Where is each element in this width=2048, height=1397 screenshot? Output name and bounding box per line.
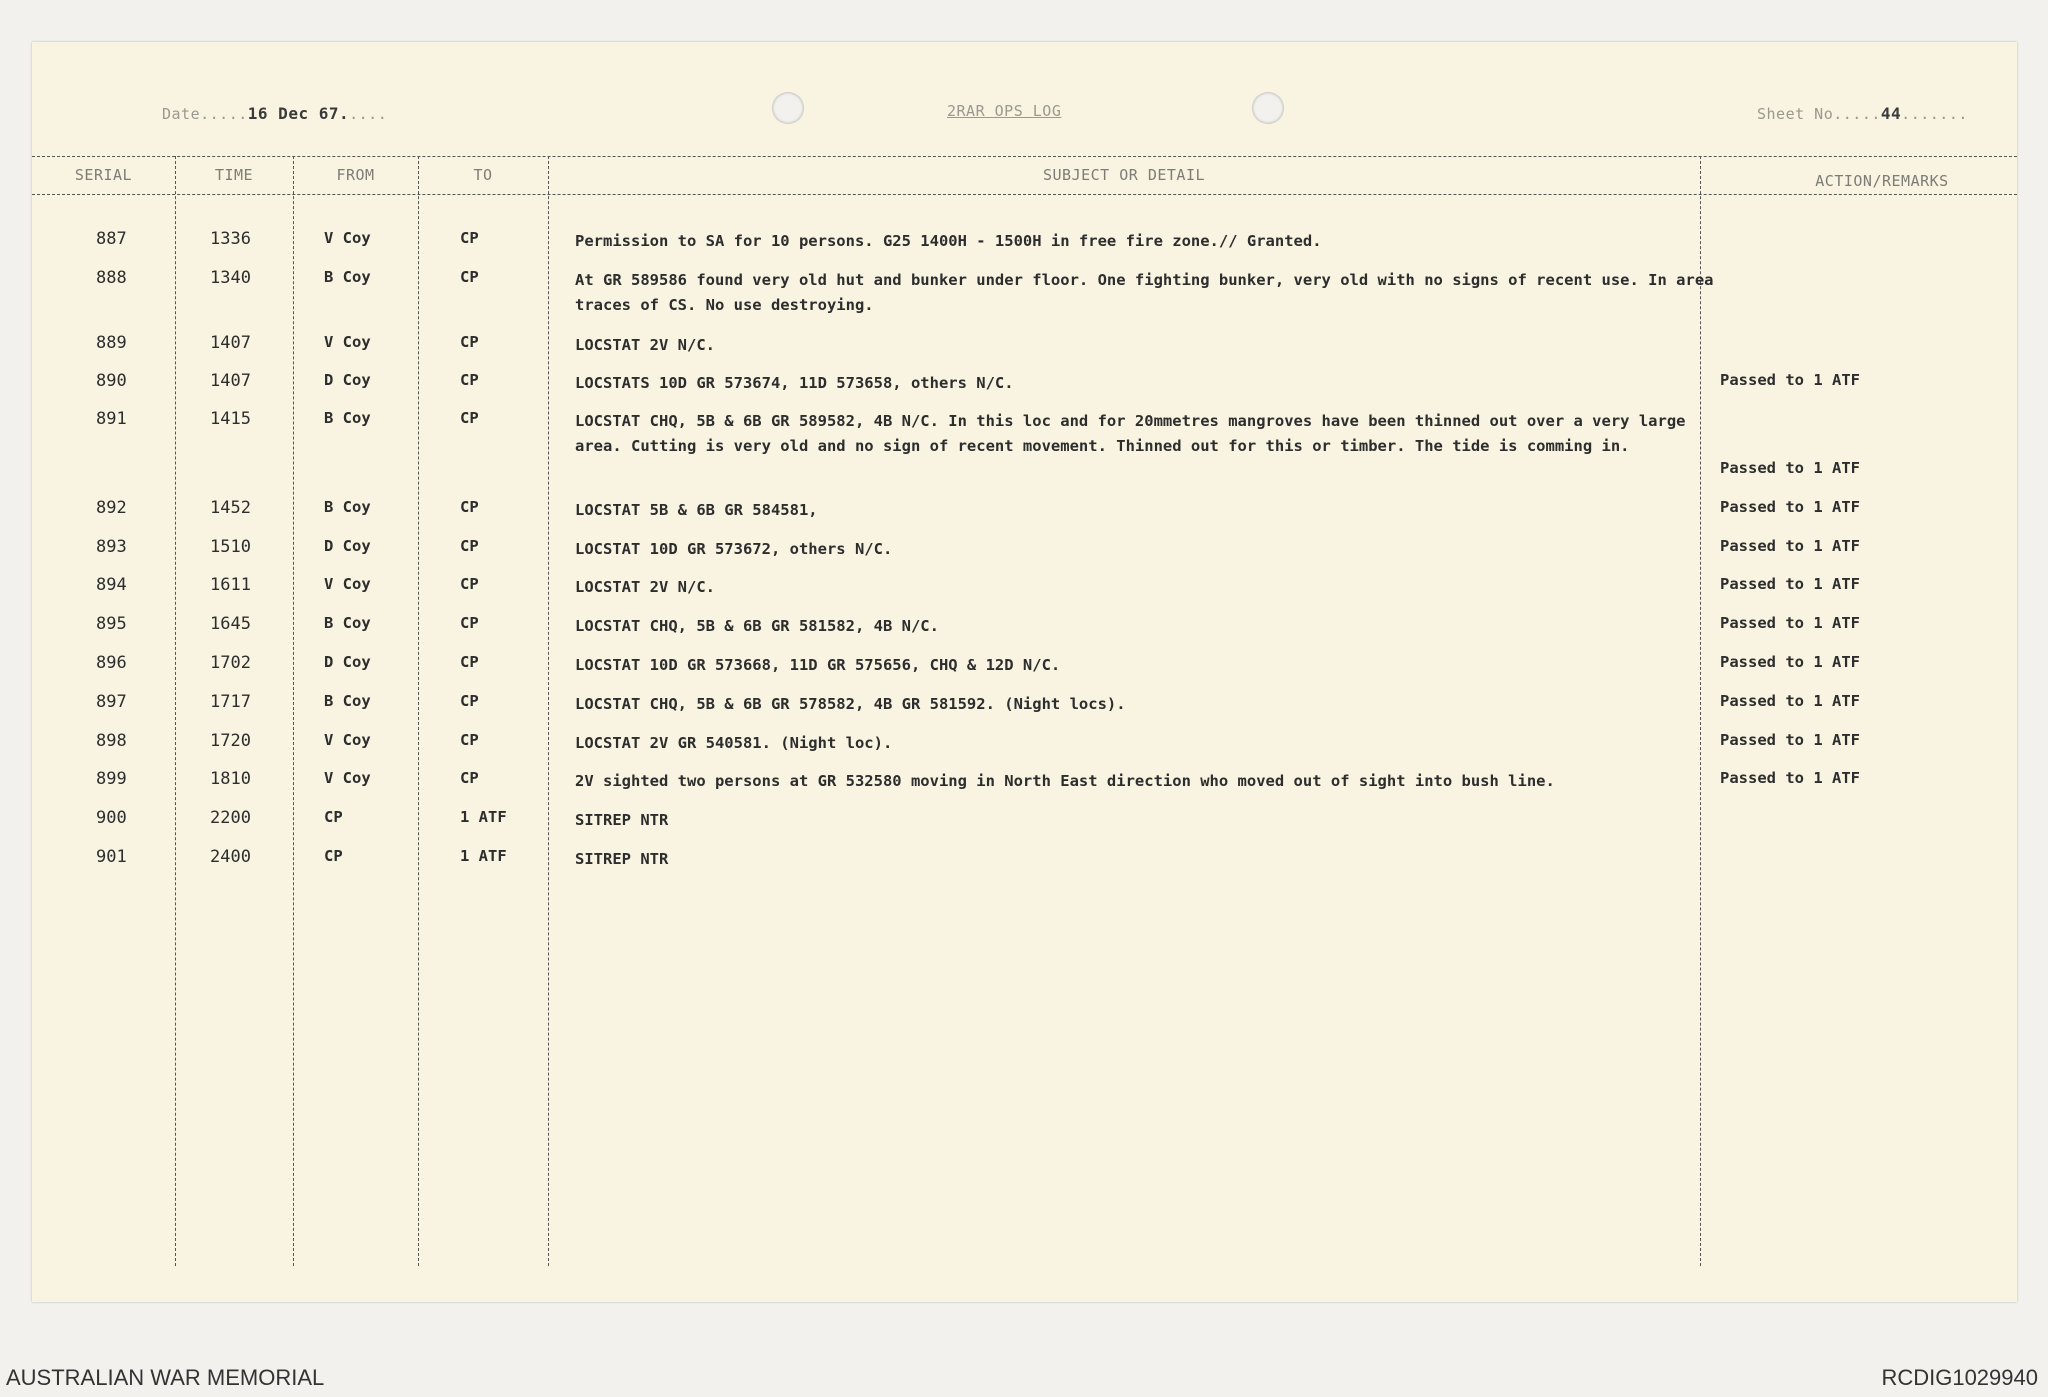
serial-cell: 892 (96, 498, 127, 518)
col-divider-3 (418, 156, 419, 1266)
from-cell: V Coy (324, 769, 371, 787)
to-cell: CP (460, 575, 479, 593)
serial-cell: 890 (96, 371, 127, 391)
col-header-to: TO (473, 166, 493, 184)
header-rule-top (32, 156, 2017, 157)
serial-cell: 893 (96, 537, 127, 557)
from-cell: CP (324, 808, 343, 826)
col-header-time: TIME (214, 166, 254, 184)
serial-cell: 901 (96, 847, 127, 867)
detail-cell: LOCSTAT 2V GR 540581. (Night loc). (575, 734, 893, 752)
to-cell: CP (460, 268, 479, 286)
serial-cell: 888 (96, 268, 127, 288)
serial-cell: 889 (96, 333, 127, 353)
from-cell: B Coy (324, 692, 371, 710)
time-cell: 1336 (210, 229, 251, 249)
detail-cell: SITREP NTR (575, 811, 669, 829)
action-cell: Passed to 1 ATF (1720, 459, 1860, 477)
serial-cell: 899 (96, 769, 127, 789)
col-header-serial: SERIAL (74, 166, 133, 184)
punch-hole-right (1252, 92, 1284, 124)
sheet-value: 44 (1880, 104, 1902, 123)
from-cell: B Coy (324, 498, 371, 516)
time-cell: 1611 (210, 575, 251, 595)
detail-cell: LOCSTAT 2V N/C. (575, 578, 715, 596)
from-cell: D Coy (324, 653, 371, 671)
detail-cell: Permission to SA for 10 persons. G25 1400H - 1500H in free fire zone.// Granted. (575, 232, 1322, 250)
from-cell: B Coy (324, 268, 371, 286)
detail-cell: LOCSTAT 5B & 6B GR 584581, (575, 501, 818, 519)
to-cell: CP (460, 371, 479, 389)
action-cell: Passed to 1 ATF (1720, 537, 1860, 555)
action-cell: Passed to 1 ATF (1720, 692, 1860, 710)
detail-cell: LOCSTAT CHQ, 5B & 6B GR 578582, 4B GR 581592. (Night locs). (575, 695, 1126, 713)
from-cell: V Coy (324, 575, 371, 593)
time-cell: 2200 (210, 808, 251, 828)
to-cell: CP (460, 731, 479, 749)
col-header-action: ACTION/REMARKS (1815, 172, 1949, 190)
action-cell: Passed to 1 ATF (1720, 731, 1860, 749)
from-cell: D Coy (324, 537, 371, 555)
action-cell: Passed to 1 ATF (1720, 371, 1860, 389)
col-header-detail: SUBJECT OR DETAIL (1042, 166, 1206, 184)
log-sheet (32, 42, 2017, 1302)
col-divider-2 (293, 156, 294, 1266)
detail-cell: LOCSTAT CHQ, 5B & 6B GR 589582, 4B N/C. In this loc and for 20mmetres mangroves have been thinned out over a very large area. Cutting is very old and no sign of recent movement. Thinned out for this or timber. The tide is comming in. (575, 412, 1686, 455)
action-cell: Passed to 1 ATF (1720, 498, 1860, 516)
serial-cell: 896 (96, 653, 127, 673)
to-cell: 1 ATF (460, 808, 507, 826)
action-cell: Passed to 1 ATF (1720, 653, 1860, 671)
to-cell: CP (460, 537, 479, 555)
date-value: 16 Dec 67. (247, 104, 350, 123)
time-cell: 1510 (210, 537, 251, 557)
from-cell: V Coy (324, 229, 371, 247)
detail-cell: At GR 589586 found very old hut and bunker under floor. One fighting bunker, very old with no signs of recent use. In area traces of CS. No use destroying. (575, 271, 1714, 314)
footer-credit: AUSTRALIAN WAR MEMORIAL (6, 1365, 325, 1390)
serial-cell: 891 (96, 409, 127, 429)
detail-cell: LOCSTAT 10D GR 573672, others N/C. (575, 540, 893, 558)
from-cell: V Coy (324, 333, 371, 351)
time-cell: 2400 (210, 847, 251, 867)
action-cell: Passed to 1 ATF (1720, 769, 1860, 787)
to-cell: CP (460, 614, 479, 632)
serial-cell: 897 (96, 692, 127, 712)
serial-cell: 895 (96, 614, 127, 634)
to-cell: CP (460, 333, 479, 351)
serial-cell: 894 (96, 575, 127, 595)
serial-cell: 887 (96, 229, 127, 249)
detail-cell: LOCSTAT 10D GR 573668, 11D GR 575656, CHQ & 12D N/C. (575, 656, 1061, 674)
date-field: Date.....16 Dec 67..... (162, 104, 388, 123)
date-label: Date (162, 105, 201, 123)
punch-hole-left (772, 92, 804, 124)
to-cell: CP (460, 769, 479, 787)
to-cell: CP (460, 229, 479, 247)
col-header-from: FROM (336, 166, 375, 184)
detail-cell: LOCSTATS 10D GR 573674, 11D 573658, others N/C. (575, 374, 1014, 392)
time-cell: 1645 (210, 614, 251, 634)
serial-cell: 900 (96, 808, 127, 828)
to-cell: CP (460, 498, 479, 516)
time-cell: 1407 (210, 371, 251, 391)
time-cell: 1407 (210, 333, 251, 353)
to-cell: CP (460, 692, 479, 710)
serial-cell: 898 (96, 731, 127, 751)
detail-cell: 2V sighted two persons at GR 532580 moving in North East direction who moved out of sight into bush line. (575, 772, 1555, 790)
col-divider-4 (548, 156, 549, 1266)
from-cell: B Coy (324, 409, 371, 427)
to-cell: CP (460, 409, 479, 427)
time-cell: 1340 (210, 268, 251, 288)
time-cell: 1452 (210, 498, 251, 518)
from-cell: CP (324, 847, 343, 865)
to-cell: CP (460, 653, 479, 671)
from-cell: B Coy (324, 614, 371, 632)
from-cell: V Coy (324, 731, 371, 749)
detail-cell: LOCSTAT 2V N/C. (575, 336, 715, 354)
time-cell: 1717 (210, 692, 251, 712)
time-cell: 1720 (210, 731, 251, 751)
from-cell: D Coy (324, 371, 371, 389)
action-cell: Passed to 1 ATF (1720, 614, 1860, 632)
time-cell: 1810 (210, 769, 251, 789)
detail-cell: SITREP NTR (575, 850, 669, 868)
time-cell: 1415 (210, 409, 251, 429)
time-cell: 1702 (210, 653, 251, 673)
sheet-label: Sheet No. (1757, 105, 1843, 123)
action-cell: Passed to 1 ATF (1720, 575, 1860, 593)
header-rule-bottom (32, 194, 2017, 195)
to-cell: 1 ATF (460, 847, 507, 865)
detail-cell: LOCSTAT CHQ, 5B & 6B GR 581582, 4B N/C. (575, 617, 939, 635)
footer-record-id: RCDIG1029940 (1881, 1365, 2038, 1390)
log-title: 2RAR OPS LOG (947, 102, 1062, 120)
sheet-field: Sheet No.....44....... (1757, 104, 1968, 123)
